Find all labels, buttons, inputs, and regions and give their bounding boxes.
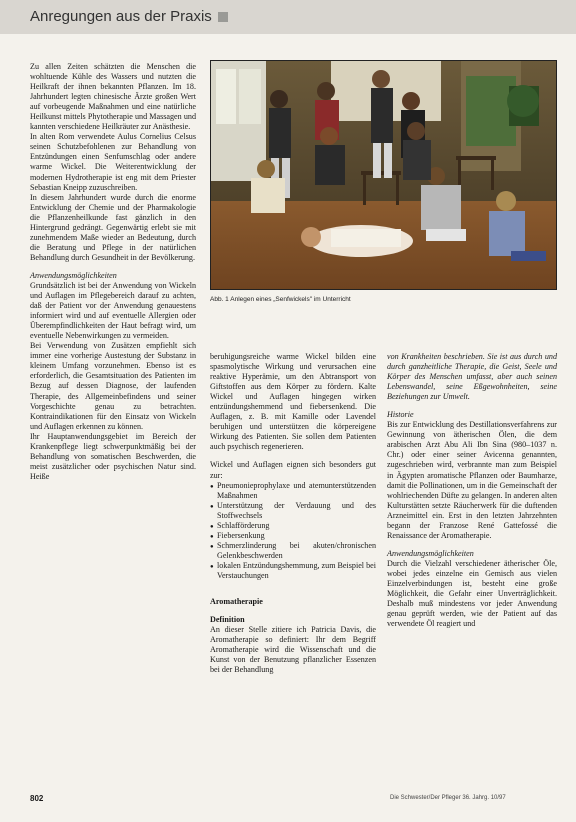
section-title: Anregungen aus der Praxis: [30, 8, 212, 25]
paragraph: In alten Rom verwendete Aulus Cornelius Celsus seinen Schutzbefohlenen zur Behandlung von Entzündungen einen Senfumschlag oder andere warme Wickel. Die Weiterentwicklung der modernen Hydrotherapie ist eng mit dem Priester Sebastian Kneipp zuzuschreiben.: [30, 132, 196, 192]
bullet-list: [210, 481, 376, 581]
list-item: ● lokalen Entzündungshemmung, zum Beispiel bei Verstauchungen: [210, 561, 376, 581]
list-item: ● Unterstützung der Verdauung und des Stoffwechsels: [210, 501, 376, 521]
historie-text: Bis zur Entwicklung des Destillationsverfahrens zur Gewinnung von ätherischen Ölen, die dem arabischen Arzt Abu Ali Ibn Sina (980–1037 n. Chr.) oder einer seiner Avicenna genannten, zugeschrieben wird, verbrannte man zum Beispiel in Ägypten aromatische Pflanzen oder Baumharze, damit die Pollinationen, um in die Gemeinschaft der wohlriechenden Düfte zu gelangen. In anderen alten Kulturstätten setzte Räucherwerk für die duftenden Arzneimittel ein. Erst in den letzten Jahrzehnten begann der Franzose René Gattefossé die Renaissance der Aromatherapie.: [387, 420, 557, 540]
list-item: ● Pneumonieprophylaxe und atemunterstützenden Maßnahmen: [210, 481, 376, 501]
left-column: [30, 62, 196, 482]
paragraph: Bei Verwendung von Zusätzen empfiehlt sich immer eine vorherige Austestung der Substanz in kleinem Umfang vorzunehmen. Ebenso ist es erforderlich, die Gesamtsituation des Patienten im Bezug auf dessen Diagnose, der laufenden Therapie, des Allgemeinbefindens und seiner Vorgeschichte genau zu betrachten. Kontraindikationen für den Einsatz von Wickeln und Auflagen erkennen zu können.: [30, 341, 196, 431]
right-column: [387, 352, 557, 629]
paragraph: beruhigungsreiche warme Wickel bilden eine spasmolytische Wirkung und verursachen eine reaktive Hyperämie, um den Abtransport von Giftstoffen aus dem Körper zu fördern. Kalte Wickel und Auflagen hingegen wirken entzündungshemmend und fiebersenkend. Die Auflagen, z. B. mit Kamille oder Lavendel beruhigen und unterstützen die körpereigene Wirkung des Patienten. Sie sollen dem Patienten auch psychisch regenerieren.: [210, 352, 376, 452]
definition-text: An dieser Stelle zitiere ich Patricia Davis, die Aromatherapie so definiert: Ihr dem Begriff Aromatherapie wird die Wissenschaft und die Kunst von der Benutzung pflanzlicher Essenzen bei der Behandlung: [210, 625, 376, 675]
paragraph: Ihr Hauptanwendungsgebiet im Bereich der Krankenpflege liegt schwerpunktmäßig bei der Behandlung von somatischen Beschwerden, die meist zusätzlicher oder psychischen Natur sind. Heiße: [30, 431, 196, 481]
list-item: ● Schmerzlinderung bei akuten/chronischen Gelenkbeschwerden: [210, 541, 376, 561]
quote-continuation: von Krankheiten beschrieben. Sie ist aus durch und durch ganzheitliche Therapie, die Geist, Seele und Körper des Menschen umfasst, aber auch seinen Lebenswandel, seine Eßgewohnheiten, seine Beziehungen zur Umwelt.: [387, 352, 557, 402]
anwendung-heading: Anwendungsmöglichkeiten: [387, 548, 474, 558]
header-square-icon: [218, 12, 228, 22]
paragraph: Zu allen Zeiten schätzten die Menschen die wohltuende Kühle des Wassers und nutzten die Heilkraft der ihnen bekannten Pflanzen. Im 18. Jahrhundert legten chinesische Ärzte großen Wert auf vorbeugende Maßnahmen und eine natürliche Heilkunst mittels Phytotherapie und Massagen und kannten verschiedene Heilkräuter zur Anästhesie.: [30, 62, 196, 132]
figure-caption: Abb. 1 Anlegen eines „Senfwickels" im Unterricht: [210, 296, 351, 303]
list-item: ● Fiebersenkung: [210, 531, 376, 541]
anwendung-text: Durch die Vielzahl verschiedener ätherischer Öle, wobei jedes einzelne ein Gemisch aus vielen Einzelverbindungen ist, besteht eine große Möglichkeit, die Gefahr einer Unverträglichkeit. Deshalb muß mindestens vor jeder Anwendung genau geprüft werden, wie der Patient auf das verwendete Öl reagiert und: [387, 558, 557, 629]
paragraph: Grundsätzlich ist bei der Anwendung von Wickeln und Auflagen im Pflegebereich darauf zu achten, daß der Patient vor der Anwendung genauestens informiert wird und auf eventuelle Allergien oder Überempfindlichkeiten der Haut befragt wird, um eventuelle Nebenwirkungen zu vermeiden.: [30, 280, 196, 341]
subheading: Anwendungsmöglichkeiten: [30, 270, 117, 280]
paragraph: In diesem Jahrhundert wurde durch die enorme Entwicklung der Chemie und der Pharmakologie die Pflanzenheilkunde fast gänzlich in den Hintergrund gedrängt. Gegenwärtig erlebt sie mit zunehmendem Maße wieder an Bedeutung, durch die Beratung und Pflege in der natürlichen Behandlung durch Gesundheit in der Bevölkerung.: [30, 192, 196, 262]
list-item: ● Schlafförderung: [210, 521, 376, 531]
list-intro: Wickel und Auflagen eignen sich besonders gut zur:: [210, 460, 376, 480]
definition-heading: Definition: [210, 615, 245, 625]
classroom-photo: [211, 61, 557, 290]
page-number: 802: [30, 794, 44, 803]
historie-heading: Historie: [387, 410, 414, 420]
page-header: [30, 8, 228, 25]
section-heading: Aromatherapie: [210, 597, 263, 607]
photo: [210, 60, 557, 290]
middle-column: [210, 352, 376, 675]
journal-source: Die Schwester/Der Pfleger 36. Jahrg. 10/97: [390, 795, 506, 801]
